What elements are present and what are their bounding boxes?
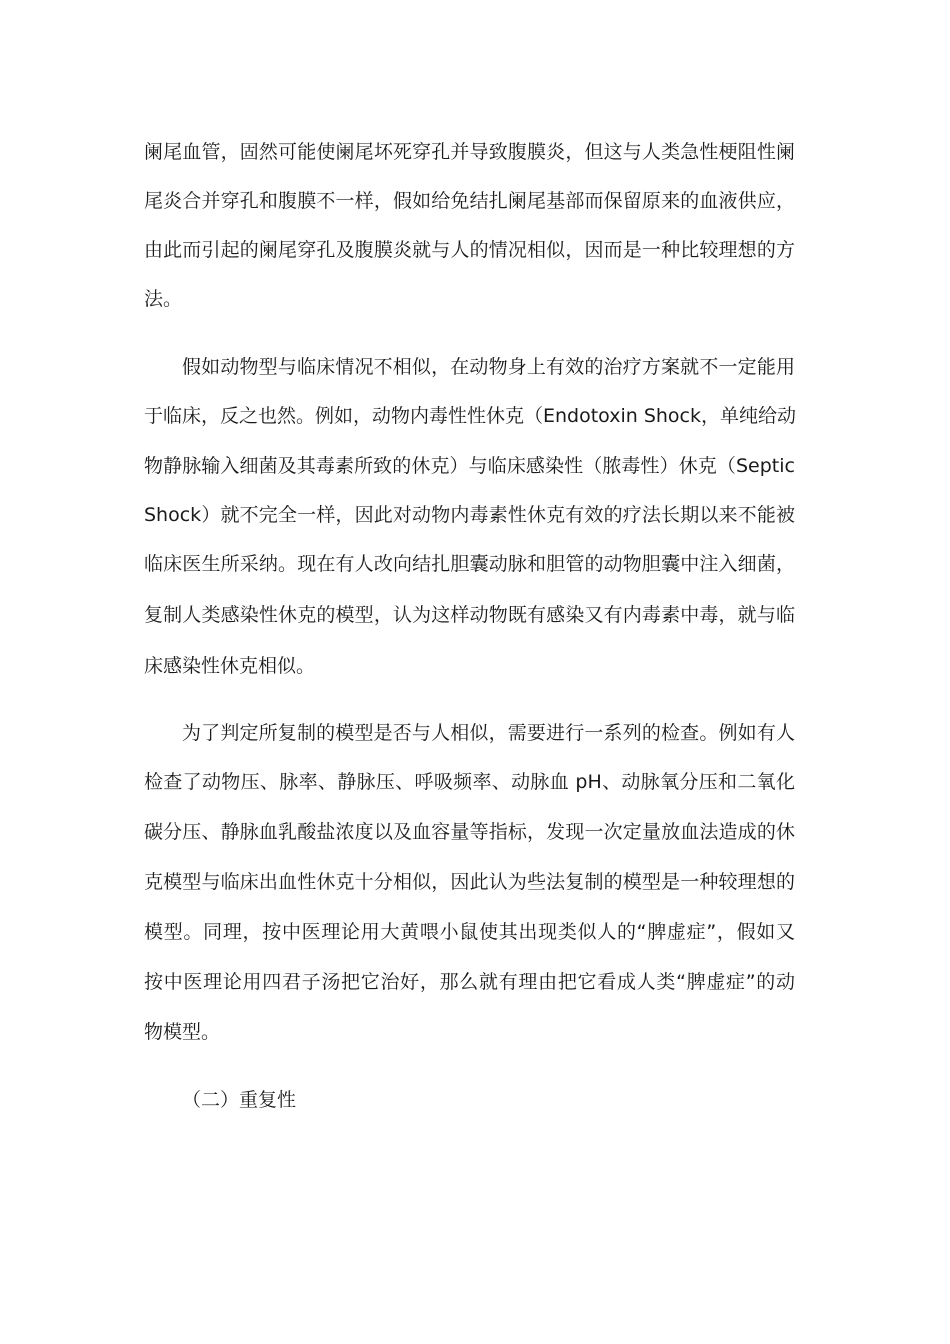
text-line: 阑尾血管，固然可能使阑尾坏死穿孔并导致腹膜炎，但这与人类急性梗阻性阑 bbox=[144, 141, 795, 163]
text-line: 床感染性休克相似。 bbox=[144, 655, 316, 677]
text-line: 模型。同理，按中医理论用大黄喂小鼠使其出现类似人的“脾虚症”，假如又 bbox=[144, 921, 795, 943]
text-line: 法。 bbox=[144, 288, 183, 310]
text-line: 尾炎合并穿孔和腹膜不一样，假如给免结扎阑尾基部而保留原来的血液供应， bbox=[144, 190, 795, 212]
text-line: 于临床，反之也然。例如，动物内毒性性休克（Endotoxin Shock，单纯给动 bbox=[144, 405, 797, 427]
text-line: 假如动物型与临床情况不相似，在动物身上有效的治疗方案就不一定能用 bbox=[182, 356, 795, 378]
text-line: 物静脉输入细菌及其毒素所致的休克）与临床感染性（脓毒性）休克（Septic bbox=[144, 455, 795, 477]
text-line: 由此而引起的阑尾穿孔及腹膜炎就与人的情况相似，因而是一种比较理想的方 bbox=[144, 239, 795, 261]
section-heading-text: （二）重复性 bbox=[182, 1089, 297, 1111]
text-line: 克模型与临床出血性休克十分相似，因此认为些法复制的模型是一种较理想的 bbox=[144, 871, 795, 893]
text-line: 碳分压、静脉血乳酸盐浓度以及血容量等指标，发现一次定量放血法造成的休 bbox=[144, 821, 795, 843]
text-line: 检查了动物压、脉率、静脉压、呼吸频率、动脉血 pH、动脉氧分压和二氧化 bbox=[144, 771, 795, 793]
text-line: 按中医理论用四君子汤把它治好，那么就有理由把它看成人类“脾虚症”的动 bbox=[144, 971, 795, 993]
text-line: 复制人类感染性休克的模型，认为这样动物既有感染又有内毒素中毒，就与临 bbox=[144, 604, 795, 626]
text-line: 为了判定所复制的模型是否与人相似，需要进行一系列的检查。例如有人 bbox=[182, 722, 795, 744]
text-line: 物模型。 bbox=[144, 1021, 221, 1043]
text-line: 临床医生所采纳。现在有人改向结扎胆囊动脉和胆管的动物胆囊中注入细菌， bbox=[144, 553, 795, 575]
text-line: Shock）就不完全一样，因此对动物内毒素性休克有效的疗法长期以来不能被 bbox=[144, 504, 795, 526]
